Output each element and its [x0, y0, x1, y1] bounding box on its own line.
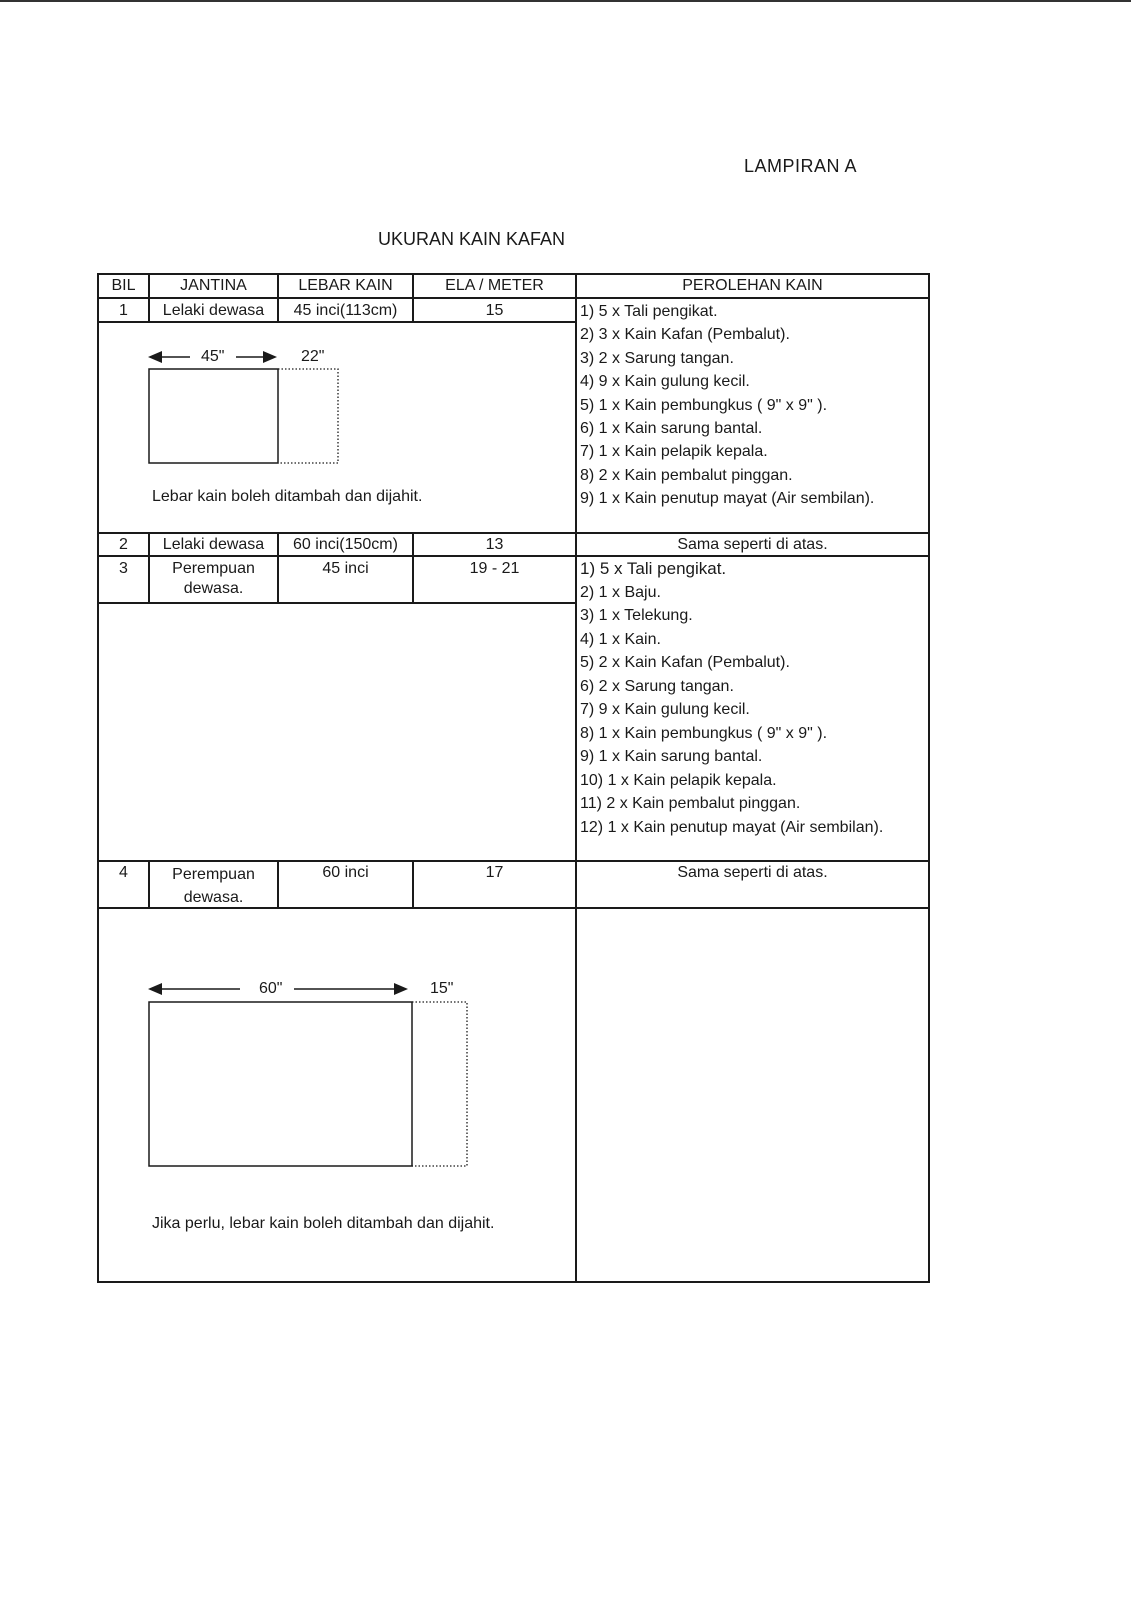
row1-jantina: Lelaki dewasa — [162, 302, 265, 319]
table-rule — [97, 860, 930, 862]
list-item: 9) 1 x Kain sarung bantal. — [580, 748, 763, 765]
row3-jantina — [150, 559, 277, 599]
list-item: 6) 1 x Kain sarung bantal. — [580, 419, 763, 437]
row4-perolehan: Sama seperti di atas. — [677, 864, 828, 881]
list-item: 2) 1 x Baju. — [580, 583, 661, 601]
list-item: 4) 1 x Kain. — [580, 630, 661, 648]
list-item: 10) 1 x Kain pelapik kepala. — [580, 771, 777, 789]
table-rule — [97, 602, 577, 604]
list-item: 7) 9 x Kain gulung kecil. — [580, 701, 750, 718]
table-rule — [97, 273, 930, 275]
row2-lebar-kain: 60 inci(150cm) — [293, 536, 398, 553]
list-item: 4) 9 x Kain gulung kecil. — [580, 373, 750, 391]
list-item: 8) 1 x Kain pembungkus ( 9" x 9" ). — [580, 724, 828, 742]
row2-ela-meter: 13 — [485, 536, 504, 553]
row3-ela-meter: 19 - 21 — [469, 560, 520, 577]
jantina-line: dewasa. — [183, 580, 244, 597]
row4-bil: 4 — [119, 864, 128, 881]
column-header-ela-meter: ELA / METER — [445, 277, 544, 294]
row2-bil: 2 — [119, 536, 128, 553]
row1-item-list — [580, 300, 874, 511]
row2-perolehan: Sama seperti di atas. — [677, 536, 828, 553]
row3-bil: 3 — [119, 560, 128, 577]
column-header-lebar-kain: LEBAR KAIN — [298, 277, 393, 294]
row1-ela-meter: 15 — [485, 302, 504, 319]
row3-item-list — [580, 557, 883, 839]
row4-ela-meter: 17 — [485, 864, 504, 881]
extension-fabric-panel — [412, 1002, 467, 1166]
jantina-line: dewasa. — [183, 889, 244, 906]
diagram1-main-width-label: 45" — [201, 348, 225, 365]
main-fabric-panel — [149, 1002, 412, 1166]
table-rule — [928, 273, 930, 1283]
annex-label: LAMPIRAN A — [744, 156, 858, 176]
list-item: 6) 2 x Sarung tangan. — [580, 677, 734, 695]
list-item: 5) 2 x Kain Kafan (Pembalut). — [580, 654, 790, 671]
list-item: 2) 3 x Kain Kafan (Pembalut). — [580, 326, 790, 344]
diagram2-extra-width-label: 15" — [430, 980, 454, 997]
page-title: UKURAN KAIN KAFAN — [378, 229, 566, 249]
column-header-jantina: JANTINA — [180, 277, 247, 294]
list-item: 9) 1 x Kain penutup mayat (Air sembilan). — [580, 490, 875, 508]
column-header-bil: BIL — [111, 277, 136, 294]
row2-jantina: Lelaki dewasa — [162, 536, 265, 553]
list-item: 3) 2 x Sarung tangan. — [580, 349, 734, 367]
table-rule — [97, 321, 577, 323]
row1-bil: 1 — [119, 302, 128, 319]
fabric-diagram-60-inch — [140, 975, 480, 1175]
table-rule — [97, 1281, 930, 1283]
scan-edge — [0, 0, 1131, 2]
arrow-right-icon — [394, 983, 408, 995]
list-item: 12) 1 x Kain penutup mayat (Air sembilan). — [580, 818, 884, 836]
arrow-right-icon — [263, 351, 277, 363]
list-item: 7) 1 x Kain pelapik kepala. — [580, 443, 768, 461]
row1-lebar-kain: 45 inci(113cm) — [293, 302, 398, 319]
jantina-line: Perempuan — [172, 560, 255, 577]
diagram2-main-width-label: 60" — [259, 980, 283, 997]
row3-lebar-kain: 45 inci — [322, 560, 369, 577]
row4-jantina — [150, 863, 277, 909]
diagram1-extra-width-label: 22" — [301, 348, 325, 365]
list-item: 11) 2 x Kain pembalut pinggan. — [580, 795, 801, 812]
column-header-perolehan-kain: PEROLEHAN KAIN — [682, 277, 823, 294]
extension-fabric-panel — [278, 369, 338, 463]
table-rule — [97, 532, 930, 534]
list-item: 1) 5 x Tali pengikat. — [580, 559, 727, 578]
row1-note: Lebar kain boleh ditambah dan dijahit. — [152, 488, 423, 505]
row4-lebar-kain: 60 inci — [322, 864, 369, 881]
table-rule — [97, 273, 99, 1283]
list-item: 5) 1 x Kain pembungkus ( 9" x 9" ). — [580, 396, 828, 414]
fabric-diagram-45-inch — [140, 340, 360, 470]
list-item: 8) 2 x Kain pembalut pinggan. — [580, 466, 793, 484]
list-item: 1) 5 x Tali pengikat. — [580, 303, 718, 320]
jantina-line: Perempuan — [172, 866, 255, 883]
arrow-left-icon — [148, 351, 162, 363]
table-rule — [575, 273, 577, 1283]
table-rule — [97, 297, 930, 299]
list-item: 3) 1 x Telekung. — [580, 607, 693, 624]
arrow-left-icon — [148, 983, 162, 995]
main-fabric-panel — [149, 369, 278, 463]
row4-note: Jika perlu, lebar kain boleh ditambah dan dijahit. — [152, 1215, 495, 1232]
